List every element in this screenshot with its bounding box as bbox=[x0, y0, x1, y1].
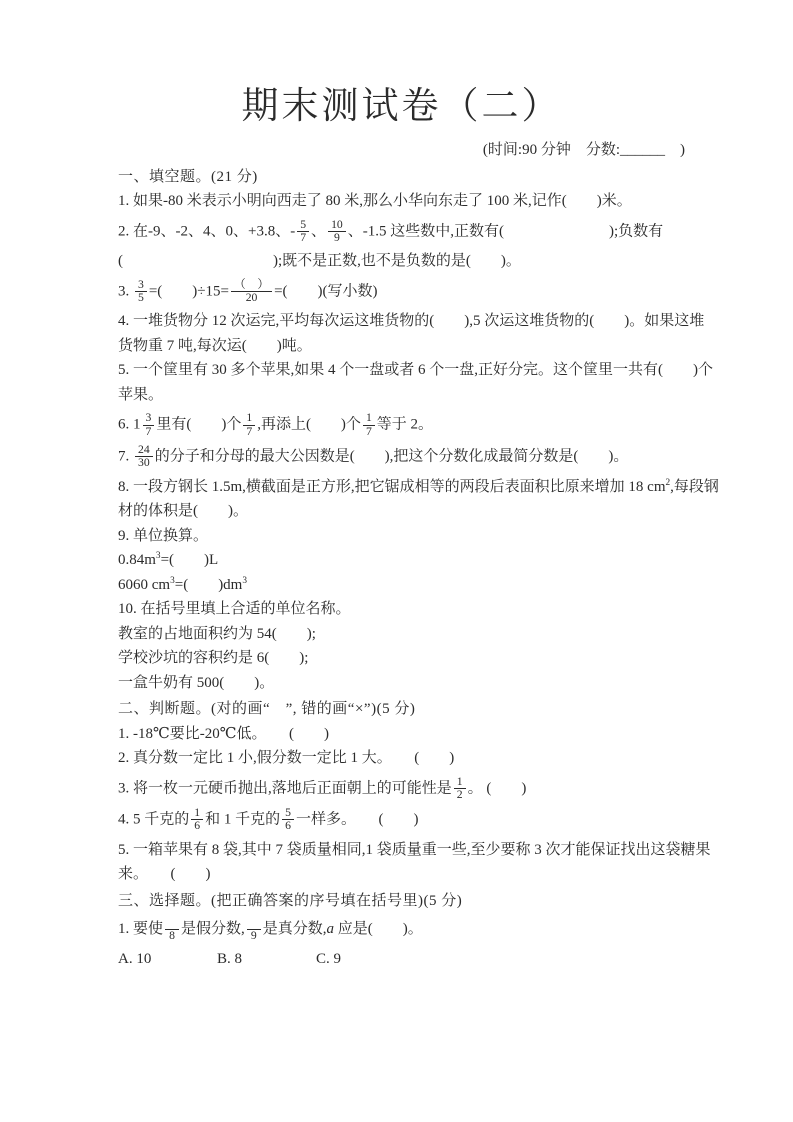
fraction: $\frac{10}{9}$ bbox=[328, 219, 346, 245]
fraction: $\frac{3}{5}$ bbox=[135, 279, 147, 305]
sec1-q8-line2: 材的体积是( )。 bbox=[118, 503, 248, 519]
fraction: $\frac{5}{7}$ bbox=[297, 219, 309, 245]
fraction: $\frac{1}{7}$ bbox=[363, 412, 375, 438]
sec2-q5-line1: 5. 一箱苹果有 8 袋,其中 7 袋质量相同,1 袋质量重一些,至少要称 3 次才能保证找出这袋糖果 bbox=[118, 841, 711, 858]
sec2-heading: 二、判断题。(对的画“ ”, 错的画“×”)(5 分) bbox=[118, 701, 416, 717]
sec1-q5-line2: 苹果。 bbox=[118, 386, 164, 403]
fraction: $\frac{5}{6}$ bbox=[282, 807, 294, 833]
italic-variable: a bbox=[326, 921, 335, 938]
document-body bbox=[118, 166, 719, 971]
superscript: 3 bbox=[170, 575, 175, 586]
sec1-q7: 7. $\frac{24}{30}$ 的分子和分母的最大公因数是( ),把这个分数化成最简分数是( )。 bbox=[118, 442, 629, 470]
sec3-q1: 1. 要使 8 是假分数, 9 是真分数,a 应是( )。 bbox=[118, 921, 423, 942]
sec2-q2: 2. 真分数一定比 1 小,假分数一定比 1 大。 ( ) bbox=[118, 750, 455, 766]
sec1-q10-sub3: 一盒牛奶有 500( )。 bbox=[118, 674, 275, 691]
fraction: $\frac{3}{7}$ bbox=[143, 412, 155, 438]
sec1-q4-line2: 货物重 7 吨,每次运( )吨。 bbox=[118, 337, 312, 354]
sec1-q10: 10. 在括号里填上合适的单位名称。 bbox=[118, 601, 351, 617]
exam-meta: (时间:90 分钟 分数:______ ) bbox=[482, 142, 685, 159]
fraction: $\frac{1}{2}$ bbox=[454, 776, 466, 802]
sec1-q2-line1: 2. 在-9、-2、4、0、+3.8、- $\frac{5}{7}$ 、 $\frac{10}{9}$ 、-1.5 这些数中,正数有( );负数有 bbox=[118, 217, 664, 245]
sec1-q9-sub1: $0.84m^3=$( )L bbox=[118, 551, 219, 568]
superscript: 2 bbox=[665, 477, 671, 488]
sec1-q5-line1: 5. 一个筐里有 30 多个苹果,如果 4 个一盘或者 6 个一盘,正好分完。这个筐里一共有( )个 bbox=[118, 362, 713, 379]
fraction: 9 bbox=[247, 923, 261, 943]
choice-option: C. 9 bbox=[316, 951, 342, 968]
sec1-q9: 9. 单位换算。 bbox=[118, 527, 209, 544]
fraction: 8 bbox=[165, 923, 179, 943]
fraction: $\frac{1}{7}$ bbox=[243, 412, 255, 438]
sec1-q1: 1. 如果-80 米表示小明向西走了 80 米,那么小华向东走了 100 米,记作( )米。 bbox=[118, 193, 632, 210]
page-title: 期末测试卷（二） bbox=[241, 86, 562, 127]
sec3-heading: 三、选择题。(把正确答案的序号填在括号里)(5 分) bbox=[118, 892, 463, 909]
fraction: $\frac{( )}{20}$ bbox=[231, 279, 272, 305]
sec2-q5-line2: 来。 ( ) bbox=[118, 866, 211, 883]
superscript: 3 bbox=[155, 551, 161, 561]
sec2-q1: 1. -18℃要比-20℃低。 ( ) bbox=[118, 725, 330, 742]
sec1-q10-sub2: 学校沙坑的容积约是 6( ); bbox=[118, 650, 309, 666]
sec3-q1-options bbox=[118, 948, 685, 971]
fraction: $\frac{24}{30}$ bbox=[135, 444, 153, 470]
choice-option: A. 10 bbox=[118, 951, 152, 968]
choice-option: B. 8 bbox=[217, 951, 243, 968]
sec1-q10-sub1: 教室的占地面积约为 54( ); bbox=[118, 625, 316, 642]
sec1-q6: 6. 1 $\frac{3}{7}$ 里有( )个 $\frac{1}{7}$ ,再添上( )个 $\frac{1}{7}$ 等于 2。 bbox=[118, 411, 434, 438]
sec1-q8-line1: 8. 一段方钢长 1.5m,横截面是正方形,把它锯成相等的两段后表面积比原来增加 18 $cm^2$,每段钢 bbox=[118, 477, 719, 495]
sec1-q3: 3. $\frac{3}{5}$ =( )÷15= $\frac{( )}{20}$ =( )(写小数) bbox=[118, 277, 378, 305]
sec1-heading: 一、填空题。(21 分) bbox=[118, 168, 258, 185]
sec1-q9-sub2: 6060 $cm^3=$( )$dm^3$ bbox=[118, 575, 248, 593]
sec2-q4: 4. 5 千克的 $\frac{1}{6}$ 和 1 千克的 $\frac{5}{6}$ 一样多。 ( ) bbox=[118, 806, 419, 833]
sec1-q4-line1: 4. 一堆货物分 12 次运完,平均每次运这堆货物的( ),5 次运这堆货物的( )。如果这堆 bbox=[118, 313, 705, 330]
sec2-q3: 3. 将一枚一元硬币抛出,落地后正面朝上的可能性是 $\frac{1}{2}$ 。 ( ) bbox=[118, 774, 527, 801]
fraction: $\frac{1}{6}$ bbox=[191, 807, 203, 833]
superscript: 3 bbox=[242, 575, 248, 586]
sec1-q2-line2: ( );既不是正数,也不是负数的是( )。 bbox=[118, 253, 521, 270]
